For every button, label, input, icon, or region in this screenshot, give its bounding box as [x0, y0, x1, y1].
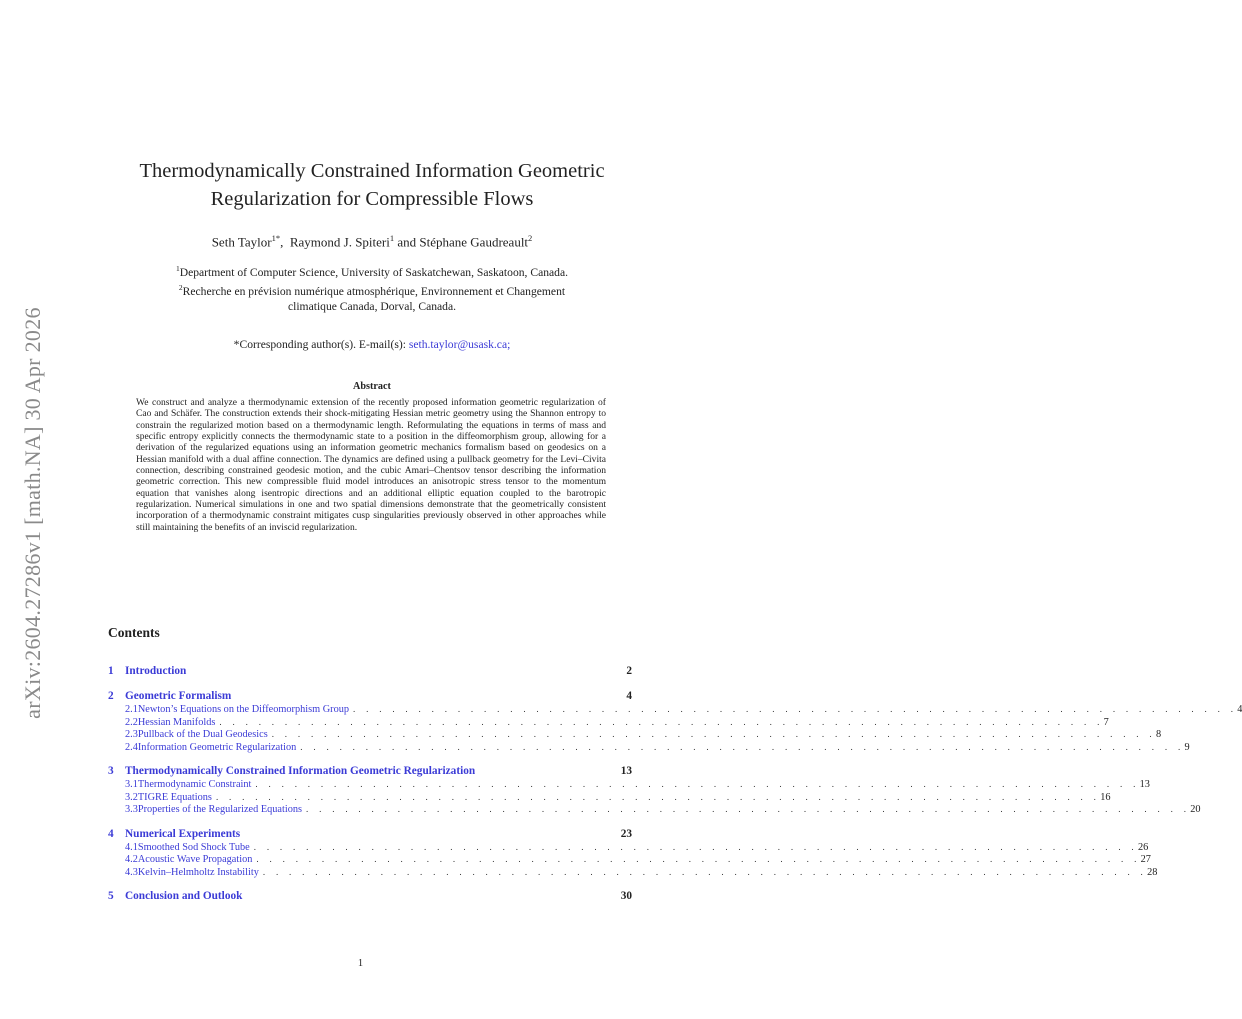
- toc-subsection-page: 20: [1190, 804, 1201, 815]
- toc-gap: [108, 753, 632, 764]
- toc-subsection-link[interactable]: Properties of the Regularized Equations: [137, 804, 303, 815]
- toc-subsection-number: 2.4: [125, 741, 138, 753]
- author-affil-mark: 1: [389, 233, 395, 243]
- toc-section-page: 13: [620, 765, 632, 777]
- toc-subsection-number: 2.1: [125, 704, 138, 715]
- table-of-contents: [108, 664, 1242, 903]
- toc-subsection-link[interactable]: TIGRE Equations: [137, 791, 212, 803]
- toc-section[interactable]: [108, 764, 632, 778]
- toc-section-number: 4: [108, 827, 114, 840]
- toc-subsection-number: 4.2: [125, 854, 138, 865]
- author-separator: ,: [280, 234, 290, 250]
- toc-leader-dots: . . . . . . . . . . . . . . . . . . . . . . . . . . . . . . . . . . . . . . . . . . . . . . . . . . . . . . . . . . . . . . . . . . . .: [219, 716, 1104, 727]
- toc-section-page: 23: [620, 827, 632, 840]
- toc-subsection[interactable]: [108, 803, 1201, 816]
- toc-section-page: 4: [626, 690, 632, 702]
- toc-subsection-link[interactable]: Pullback of the Dual Geodesics: [137, 729, 268, 740]
- toc-subsection[interactable]: [108, 716, 1109, 729]
- author-name: Stéphane Gaudreault: [419, 234, 529, 250]
- page-number: 1: [357, 958, 364, 969]
- toc-section-page: 2: [626, 665, 632, 677]
- toc-subsection-number: 3.1: [125, 779, 138, 790]
- toc-gap: [108, 816, 632, 827]
- toc-subsection-number: 4.1: [125, 841, 138, 853]
- title-line-1: Thermodynamically Constrained Information Geometric: [139, 160, 605, 182]
- toc-leader-dots: . . . . . . . . . . . . . . . . . . . . . . . . . . . . . . . . . . . . . . . . . . . . . . . . . . . . . . . . . . . . . . . . . . . .: [271, 729, 1156, 739]
- affil-text: Department of Computer Science, University of Saskatchewan, Saskatoon, Canada.: [179, 265, 569, 279]
- toc-gap: [108, 878, 632, 889]
- toc-section-number: 3: [108, 765, 114, 777]
- toc-subsection-number: 3.3: [125, 804, 138, 815]
- toc-subsection[interactable]: [108, 778, 1150, 791]
- author-list: [108, 233, 636, 250]
- toc-subsection-link[interactable]: Information Geometric Regularization: [137, 741, 297, 753]
- toc-subsection-page: 28: [1147, 866, 1158, 878]
- affiliation-2: [108, 280, 636, 299]
- toc-subsection-link[interactable]: Acoustic Wave Propagation: [137, 854, 253, 865]
- toc-section-title: Introduction: [125, 665, 187, 677]
- corr-prefix: *Corresponding author(s). E-mail(s):: [233, 338, 409, 351]
- toc-subsection-number: 2.3: [125, 729, 138, 740]
- toc-subsection-number: 3.2: [125, 791, 138, 803]
- toc-subsection[interactable]: [108, 728, 1162, 741]
- toc-leader-dots: . . . . . . . . . . . . . . . . . . . . . . . . . . . . . . . . . . . . . . . . . . . . . . . . . . . . . . . . . . . . . . . . . . . .: [253, 841, 1138, 852]
- title-line-2: Regularization for Compressible Flows: [210, 188, 534, 210]
- toc-section[interactable]: [108, 689, 632, 703]
- toc-leader-dots: . . . . . . . . . . . . . . . . . . . . . . . . . . . . . . . . . . . . . . . . . . . . . . . . . . . . . . . . . . . . . . . . . . . .: [306, 804, 1191, 814]
- toc-subsection-number: 2.2: [125, 716, 138, 728]
- toc-section-number: 2: [108, 690, 114, 702]
- toc-subsection-page: 4: [1237, 704, 1242, 715]
- toc-subsection-page: 26: [1137, 841, 1149, 853]
- corr-suffix: ;: [507, 338, 511, 351]
- toc-section[interactable]: [108, 827, 632, 841]
- contents-heading: Contents: [108, 625, 160, 640]
- abstract-heading: Abstract: [353, 381, 391, 392]
- author-name: Raymond J. Spiteri: [289, 234, 390, 250]
- toc-section-link[interactable]: [108, 689, 231, 703]
- arxiv-id: arXiv:2604.27286v1 [math.NA] 30 Apr 2026: [20, 307, 45, 719]
- toc-subsection-page: 27: [1140, 854, 1151, 865]
- toc-leader-dots: . . . . . . . . . . . . . . . . . . . . . . . . . . . . . . . . . . . . . . . . . . . . . . . . . . . . . . . . . . . . . . . . . . . .: [255, 779, 1140, 789]
- toc-subsection-link[interactable]: Kelvin–Helmholtz Instability: [137, 866, 259, 878]
- toc-subsection[interactable]: [108, 741, 1190, 754]
- toc-leader-dots: . . . . . . . . . . . . . . . . . . . . . . . . . . . . . . . . . . . . . . . . . . . . . . . . . . . . . . . . . . . . . . . . . . . .: [353, 704, 1238, 714]
- toc-subsection-page: 16: [1100, 791, 1111, 803]
- toc-subsection[interactable]: [108, 703, 1242, 716]
- toc-section-number: 5: [108, 890, 114, 902]
- toc-section-link[interactable]: [108, 664, 186, 678]
- affil-mark: 2: [178, 283, 183, 293]
- toc-subsection[interactable]: [108, 791, 1111, 804]
- toc-subsection-link[interactable]: Hessian Manifolds: [137, 716, 216, 728]
- toc-gap: [108, 678, 632, 689]
- toc-subsection-page: 13: [1139, 779, 1150, 790]
- toc-section-title: Numerical Experiments: [125, 827, 241, 840]
- toc-section-page: 30: [620, 890, 632, 902]
- toc-subsection[interactable]: [108, 866, 1158, 879]
- toc-section-title: Thermodynamically Constrained Information Geometric Regularization: [125, 765, 476, 777]
- toc-leader-dots: . . . . . . . . . . . . . . . . . . . . . . . . . . . . . . . . . . . . . . . . . . . . . . . . . . . . . . . . . . . . . . . . . . . .: [300, 741, 1185, 752]
- toc-section[interactable]: [108, 889, 632, 903]
- toc-subsection-link[interactable]: Smoothed Sod Shock Tube: [137, 841, 250, 853]
- toc-leader-dots: . . . . . . . . . . . . . . . . . . . . . . . . . . . . . . . . . . . . . . . . . . . . . . . . . . . . . . . . . . . . . . . . . . . .: [256, 854, 1141, 864]
- email-link[interactable]: seth.taylor@usask.ca: [408, 338, 508, 351]
- author-affil-mark: 2: [528, 233, 533, 243]
- affiliations: [108, 261, 636, 315]
- toc-subsection-link[interactable]: Thermodynamic Constraint: [137, 779, 252, 790]
- toc-section[interactable]: [108, 664, 632, 678]
- corresponding-author: [108, 338, 636, 351]
- toc-section-link[interactable]: [108, 889, 242, 903]
- toc-subsection-number: 4.3: [125, 866, 138, 878]
- paper-title: [108, 157, 636, 213]
- affiliation-2-cont: climatique Canada, Dorval, Canada.: [287, 300, 457, 314]
- abstract-text: We construct and analyze a thermodynamic extension of the recently proposed information geometric regularization of Cao and Schäfer. The construction extends their shock-mitigating Hessian metric geometry using the Shannon entropy to constrain the regularized motion based on a thermodynamic length. Reformulating the equations in terms of mass and specific entropy explicitly connects the thermodynamic state to a position in the diffeomorphism group, allowing for a derivation of the regularized equations using an information geometric mechanics formalism based on geodesics on a Hessian manifold with a dual affine connection. The dynamics are defined using a pullback geometry for the Levi–Civita connection, describing constrained geodesic motion, and the cubic Amari–Chentsov tensor describing the information geometric correction. This new compressible fluid model introduces an anisotropic stress tensor to the momentum equation that vanishes along isentropic directions and an additional elliptic equation coupled to the barotropic regularization. Numerical simulations in one and two spatial dimensions demonstrate that the geometrically consistent incorporation of a thermodynamic constraint mitigates cusp singularities previously observed in other approaches while still maintaining the benefits of an inviscid regularization.: [136, 397, 606, 533]
- affil-text: Recherche en prévision numérique atmosphérique, Environnement et Changement: [182, 285, 566, 299]
- author-and: and: [394, 234, 420, 250]
- arxiv-watermark: [18, 283, 48, 743]
- affiliation-1: [108, 261, 636, 280]
- toc-subsection[interactable]: [108, 841, 1149, 854]
- toc-subsection-page: 9: [1184, 741, 1190, 753]
- author-affil-mark: 1*: [271, 233, 281, 243]
- toc-section-title: Geometric Formalism: [125, 690, 232, 702]
- toc-leader-dots: . . . . . . . . . . . . . . . . . . . . . . . . . . . . . . . . . . . . . . . . . . . . . . . . . . . . . . . . . . . . . . . . . . . .: [215, 791, 1101, 802]
- toc-subsection-page: 7: [1103, 716, 1109, 728]
- toc-subsection-link[interactable]: Newton’s Equations on the Diffeomorphism Group: [137, 704, 350, 715]
- toc-section-link[interactable]: [108, 827, 240, 841]
- toc-leader-dots: . . . . . . . . . . . . . . . . . . . . . . . . . . . . . . . . . . . . . . . . . . . . . . . . . . . . . . . . . . . . . . . . . . . .: [262, 866, 1148, 877]
- toc-section-number: 1: [108, 665, 114, 677]
- affil-mark: 1: [175, 264, 180, 273]
- toc-subsection[interactable]: [108, 853, 1151, 866]
- toc-section-link[interactable]: [108, 764, 475, 778]
- toc-section-title: Conclusion and Outlook: [125, 890, 243, 902]
- author-name: Seth Taylor: [211, 234, 272, 250]
- toc-subsection-page: 8: [1155, 729, 1162, 740]
